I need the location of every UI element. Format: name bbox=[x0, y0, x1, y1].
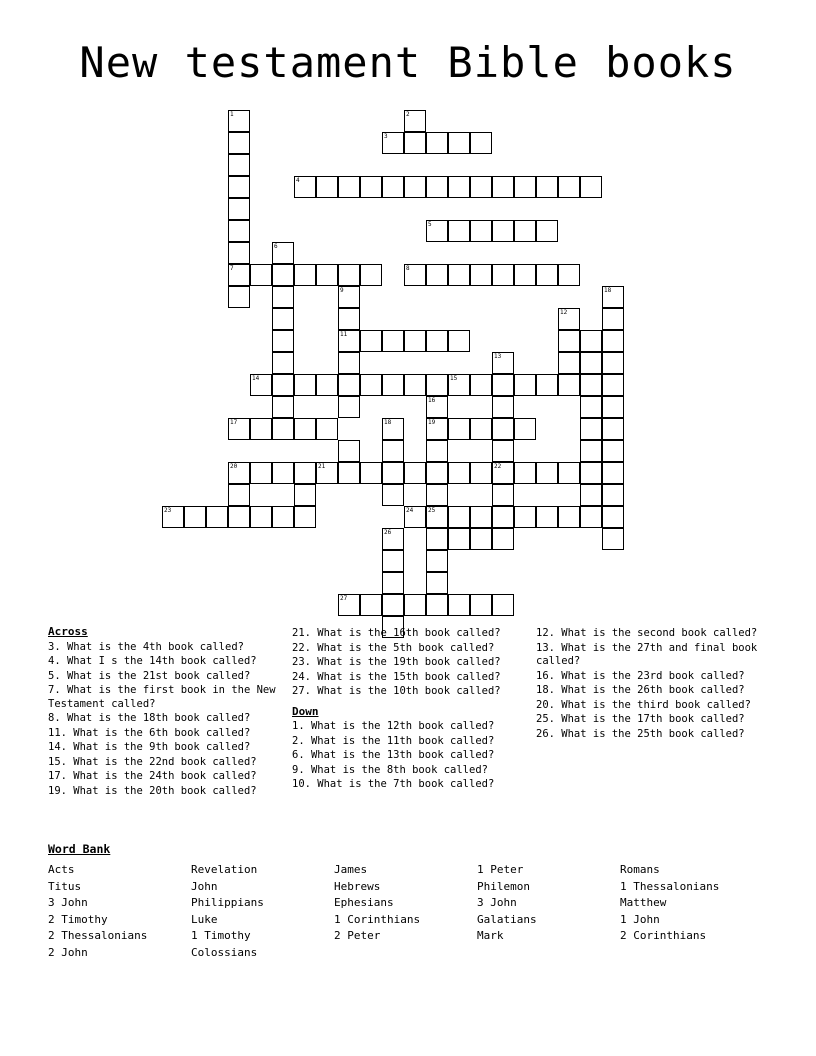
grid-cell[interactable] bbox=[360, 374, 382, 396]
word-bank-item: 1 Thessalonians bbox=[620, 879, 720, 893]
word-bank-item: Luke bbox=[191, 912, 218, 926]
clue-across-3: 3. What is the 4th book called? bbox=[48, 640, 244, 653]
clue-across-5: 5. What is the 21st book called? bbox=[48, 669, 251, 682]
grid-cell[interactable] bbox=[426, 550, 448, 572]
grid-cell[interactable] bbox=[426, 572, 448, 594]
word-bank-item: Mark bbox=[477, 929, 504, 942]
clue-column-2 bbox=[292, 627, 532, 793]
clue-down-26: 26. What is the 25th book called? bbox=[536, 727, 745, 740]
grid-cell[interactable] bbox=[426, 440, 448, 462]
grid-cell[interactable] bbox=[228, 110, 250, 132]
grid-cell-number: 15 bbox=[450, 375, 458, 382]
grid-cell[interactable] bbox=[580, 330, 602, 352]
grid-cell[interactable] bbox=[316, 418, 338, 440]
grid-cell[interactable] bbox=[228, 506, 250, 528]
clue-down-2: 2. What is the 11th book called? bbox=[292, 734, 495, 747]
grid-cell-number: 17 bbox=[230, 419, 238, 426]
clue-across-11: 11. What is the 6th book called? bbox=[48, 726, 251, 739]
word-bank-column bbox=[191, 862, 334, 961]
grid-cell[interactable] bbox=[272, 308, 294, 330]
grid-cell-number: 3 bbox=[384, 133, 388, 140]
word-bank-item: John bbox=[191, 879, 218, 893]
grid-cell[interactable] bbox=[272, 242, 294, 264]
word-bank-item: 2 Thessalonians bbox=[48, 929, 148, 942]
grid-cell[interactable] bbox=[404, 110, 426, 132]
word-bank-column bbox=[477, 862, 620, 961]
word-bank-item: Revelation bbox=[191, 863, 258, 876]
word-bank-item: 2 Corinthians bbox=[620, 929, 707, 942]
grid-cell[interactable] bbox=[558, 264, 580, 286]
grid-cell[interactable] bbox=[206, 506, 228, 528]
word-bank-item: 1 Peter bbox=[477, 863, 524, 876]
grid-cell[interactable] bbox=[448, 374, 470, 396]
grid-cell[interactable] bbox=[426, 330, 448, 352]
clue-column-3 bbox=[536, 627, 781, 742]
grid-cell[interactable] bbox=[558, 308, 580, 330]
grid-cell[interactable] bbox=[338, 374, 360, 396]
clue-down-25: 25. What is the 17th book called? bbox=[536, 713, 745, 725]
grid-cell[interactable] bbox=[602, 462, 624, 484]
grid-cell[interactable] bbox=[580, 484, 602, 506]
grid-cell[interactable] bbox=[272, 418, 294, 440]
word-bank-column bbox=[48, 862, 191, 961]
grid-cell[interactable] bbox=[404, 506, 426, 528]
grid-cell[interactable] bbox=[492, 220, 514, 242]
grid-cell[interactable] bbox=[514, 220, 536, 242]
grid-cell[interactable] bbox=[514, 264, 536, 286]
grid-cell[interactable] bbox=[492, 484, 514, 506]
clue-down-18: 18. What is the 26th book called? bbox=[536, 684, 745, 696]
grid-cell[interactable] bbox=[272, 506, 294, 528]
clue-across-23: 23. What is the 19th book called? bbox=[292, 656, 501, 668]
word-bank-item: 1 Timothy bbox=[191, 929, 251, 942]
grid-cell[interactable] bbox=[228, 418, 250, 440]
grid-cell[interactable] bbox=[338, 594, 360, 616]
grid-cell[interactable] bbox=[382, 484, 404, 506]
word-bank-item: Philippians bbox=[191, 896, 264, 909]
grid-cell[interactable] bbox=[602, 330, 624, 352]
grid-cell[interactable] bbox=[272, 330, 294, 352]
grid-cell[interactable] bbox=[448, 418, 470, 440]
grid-cell[interactable] bbox=[382, 572, 404, 594]
grid-cell[interactable] bbox=[228, 462, 250, 484]
grid-cell-number: 4 bbox=[296, 177, 300, 184]
grid-cell[interactable] bbox=[448, 594, 470, 616]
grid-cell[interactable] bbox=[338, 264, 360, 286]
grid-cell[interactable] bbox=[228, 198, 250, 220]
word-bank-item: Colossians bbox=[191, 945, 258, 959]
grid-cell[interactable] bbox=[470, 176, 492, 198]
grid-cell[interactable] bbox=[426, 374, 448, 396]
word-bank-item: 3 John bbox=[48, 896, 88, 909]
grid-cell[interactable] bbox=[426, 264, 448, 286]
word-bank-item: 2 John bbox=[48, 945, 88, 959]
grid-cell[interactable] bbox=[228, 154, 250, 176]
grid-cell[interactable] bbox=[404, 330, 426, 352]
clue-across-15: 15. What is the 22nd book called? bbox=[48, 755, 257, 768]
grid-cell[interactable] bbox=[228, 264, 250, 286]
grid-cell[interactable] bbox=[558, 176, 580, 198]
grid-cell-number: 27 bbox=[340, 595, 348, 602]
grid-cell-number: 26 bbox=[384, 529, 392, 536]
grid-cell[interactable] bbox=[250, 462, 272, 484]
grid-cell[interactable] bbox=[294, 462, 316, 484]
grid-cell[interactable] bbox=[426, 396, 448, 418]
grid-cell[interactable] bbox=[382, 550, 404, 572]
clue-down-20: 20. What is the third book called? bbox=[536, 698, 751, 711]
grid-cell[interactable] bbox=[338, 396, 360, 418]
grid-cell[interactable] bbox=[294, 506, 316, 528]
grid-cell-number: 6 bbox=[274, 243, 278, 250]
clue-down-6: 6. What is the 13th book called? bbox=[292, 749, 495, 761]
grid-cell[interactable] bbox=[448, 176, 470, 198]
grid-cell[interactable] bbox=[272, 352, 294, 374]
grid-cell[interactable] bbox=[162, 506, 184, 528]
clue-across-8: 8. What is the 18th book called? bbox=[48, 712, 251, 724]
grid-cell[interactable] bbox=[470, 462, 492, 484]
grid-cell[interactable] bbox=[382, 176, 404, 198]
word-bank-item: James bbox=[334, 863, 368, 876]
grid-cell[interactable] bbox=[580, 176, 602, 198]
grid-cell[interactable] bbox=[514, 374, 536, 396]
grid-cell[interactable] bbox=[448, 330, 470, 352]
crossword-grid bbox=[0, 105, 816, 625]
grid-cell[interactable] bbox=[492, 594, 514, 616]
grid-cell[interactable] bbox=[492, 374, 514, 396]
grid-cell-number: 19 bbox=[428, 419, 436, 426]
grid-cell[interactable] bbox=[558, 374, 580, 396]
grid-cell[interactable] bbox=[250, 374, 272, 396]
grid-cell[interactable] bbox=[602, 396, 624, 418]
grid-cell-number: 16 bbox=[428, 397, 436, 404]
grid-cell[interactable] bbox=[580, 506, 602, 528]
grid-cell[interactable] bbox=[316, 264, 338, 286]
grid-cell[interactable] bbox=[602, 308, 624, 330]
grid-cell[interactable] bbox=[316, 462, 338, 484]
grid-cell[interactable] bbox=[558, 330, 580, 352]
word-bank-column bbox=[620, 862, 763, 961]
word-bank-item: 1 Corinthians bbox=[334, 912, 421, 926]
grid-cell[interactable] bbox=[360, 176, 382, 198]
grid-cell[interactable] bbox=[228, 286, 250, 308]
word-bank bbox=[48, 842, 788, 961]
page-title: New testament Bible books bbox=[79, 38, 737, 87]
grid-cell[interactable] bbox=[602, 484, 624, 506]
grid-cell[interactable] bbox=[492, 440, 514, 462]
word-bank-item: Romans bbox=[620, 863, 660, 876]
grid-cell[interactable] bbox=[536, 220, 558, 242]
clue-across-14: 14. What is the 9th book called? bbox=[48, 741, 251, 753]
grid-cell[interactable] bbox=[382, 374, 404, 396]
grid-cell[interactable] bbox=[426, 220, 448, 242]
grid-cell[interactable] bbox=[470, 506, 492, 528]
grid-cell-number: 12 bbox=[560, 309, 568, 316]
clue-across-22: 22. What is the 5th book called? bbox=[292, 641, 495, 654]
word-bank-item: Matthew bbox=[620, 896, 667, 909]
grid-cell[interactable] bbox=[404, 264, 426, 286]
word-bank-column bbox=[334, 862, 477, 961]
clue-down-10: 10. What is the 7th book called? bbox=[292, 778, 495, 790]
grid-cell[interactable] bbox=[492, 176, 514, 198]
grid-cell[interactable] bbox=[602, 286, 624, 308]
grid-cell[interactable] bbox=[294, 484, 316, 506]
grid-cell[interactable] bbox=[294, 374, 316, 396]
clue-column-1 bbox=[48, 625, 288, 799]
grid-cell[interactable] bbox=[338, 440, 360, 462]
grid-cell-number: 11 bbox=[340, 331, 348, 338]
grid-cell[interactable] bbox=[514, 418, 536, 440]
grid-cell[interactable] bbox=[228, 132, 250, 154]
grid-cell[interactable] bbox=[250, 506, 272, 528]
grid-cell[interactable] bbox=[360, 264, 382, 286]
across-heading: Across bbox=[48, 625, 88, 638]
grid-cell[interactable] bbox=[580, 418, 602, 440]
word-bank-item: Hebrews bbox=[334, 879, 381, 893]
grid-cell[interactable] bbox=[404, 594, 426, 616]
grid-cell-number: 18 bbox=[384, 419, 392, 426]
word-bank-item: 2 Peter bbox=[334, 929, 381, 942]
grid-cell-number: 20 bbox=[230, 463, 238, 470]
grid-cell-number: 1 bbox=[230, 111, 234, 118]
clue-across-21: 21. What is the 16th book called? bbox=[292, 627, 501, 639]
clue-across-19: 19. What is the 20th book called? bbox=[48, 784, 257, 797]
grid-cell[interactable] bbox=[602, 374, 624, 396]
grid-cell[interactable] bbox=[294, 418, 316, 440]
grid-cell[interactable] bbox=[294, 264, 316, 286]
clue-down-9: 9. What is the 8th book called? bbox=[292, 763, 488, 776]
grid-cell-number: 5 bbox=[428, 221, 432, 228]
grid-cell-number: 21 bbox=[318, 463, 326, 470]
grid-cell[interactable] bbox=[536, 374, 558, 396]
grid-cell[interactable] bbox=[404, 176, 426, 198]
grid-cell[interactable] bbox=[470, 220, 492, 242]
grid-cell[interactable] bbox=[338, 308, 360, 330]
grid-cell[interactable] bbox=[228, 220, 250, 242]
word-bank-columns bbox=[48, 862, 788, 961]
grid-cell[interactable] bbox=[536, 462, 558, 484]
grid-cell[interactable] bbox=[338, 176, 360, 198]
grid-cell[interactable] bbox=[272, 264, 294, 286]
word-bank-item: 2 Timothy bbox=[48, 912, 108, 926]
clue-down-12: 12. What is the second book called? bbox=[536, 627, 758, 639]
grid-cell[interactable] bbox=[228, 242, 250, 264]
grid-cell[interactable] bbox=[580, 440, 602, 462]
word-bank-item: Ephesians bbox=[334, 896, 394, 909]
grid-cell[interactable] bbox=[426, 176, 448, 198]
grid-cell[interactable] bbox=[360, 330, 382, 352]
grid-cell[interactable] bbox=[580, 462, 602, 484]
grid-cell[interactable] bbox=[448, 220, 470, 242]
clues-section bbox=[0, 625, 816, 825]
grid-cell[interactable] bbox=[470, 132, 492, 154]
grid-cell[interactable] bbox=[536, 264, 558, 286]
grid-cell[interactable] bbox=[536, 506, 558, 528]
grid-cell[interactable] bbox=[404, 374, 426, 396]
clue-across-4: 4. What I s the 14th book called? bbox=[48, 655, 257, 667]
grid-cell[interactable] bbox=[558, 352, 580, 374]
grid-cell[interactable] bbox=[470, 594, 492, 616]
grid-cell[interactable] bbox=[316, 176, 338, 198]
word-bank-item: 1 John bbox=[620, 912, 660, 926]
grid-cell[interactable] bbox=[492, 396, 514, 418]
grid-cell-number: 18 bbox=[604, 287, 612, 294]
grid-cell[interactable] bbox=[514, 462, 536, 484]
grid-cell[interactable] bbox=[426, 506, 448, 528]
grid-cell-number: 25 bbox=[428, 507, 436, 514]
grid-cell[interactable] bbox=[382, 462, 404, 484]
grid-cell[interactable] bbox=[448, 462, 470, 484]
grid-cell[interactable] bbox=[602, 528, 624, 550]
grid-cell[interactable] bbox=[228, 176, 250, 198]
grid-cell[interactable] bbox=[470, 374, 492, 396]
grid-cell[interactable] bbox=[184, 506, 206, 528]
grid-cell[interactable] bbox=[602, 506, 624, 528]
grid-cell[interactable] bbox=[338, 352, 360, 374]
grid-cell[interactable] bbox=[448, 132, 470, 154]
grid-cell[interactable] bbox=[492, 264, 514, 286]
grid-cell[interactable] bbox=[448, 528, 470, 550]
grid-cell[interactable] bbox=[404, 462, 426, 484]
clue-down-1: 1. What is the 12th book called? bbox=[292, 720, 495, 732]
grid-cell-number: 7 bbox=[230, 265, 234, 272]
grid-cell[interactable] bbox=[602, 352, 624, 374]
grid-cell[interactable] bbox=[602, 440, 624, 462]
down-heading: Down bbox=[292, 704, 319, 718]
grid-cell-number: 22 bbox=[494, 463, 502, 470]
grid-cell[interactable] bbox=[558, 506, 580, 528]
grid-cell[interactable] bbox=[580, 396, 602, 418]
grid-cell[interactable] bbox=[272, 286, 294, 308]
grid-cell[interactable] bbox=[338, 330, 360, 352]
grid-cell[interactable] bbox=[382, 440, 404, 462]
grid-cell[interactable] bbox=[272, 374, 294, 396]
grid-cell-number: 9 bbox=[340, 287, 344, 294]
grid-cell[interactable] bbox=[382, 132, 404, 154]
grid-cell[interactable] bbox=[294, 176, 316, 198]
grid-cell[interactable] bbox=[580, 352, 602, 374]
clue-across-24: 24. What is the 15th book called? bbox=[292, 670, 501, 683]
grid-cell[interactable] bbox=[514, 506, 536, 528]
grid-cell[interactable] bbox=[602, 418, 624, 440]
grid-cell[interactable] bbox=[492, 352, 514, 374]
grid-cell[interactable] bbox=[426, 484, 448, 506]
grid-cell[interactable] bbox=[470, 418, 492, 440]
word-bank-heading: Word Bank bbox=[48, 842, 111, 856]
grid-cell[interactable] bbox=[426, 418, 448, 440]
word-bank-item: Philemon bbox=[477, 879, 530, 893]
grid-cell-number: 13 bbox=[494, 353, 502, 360]
word-bank-item: Acts bbox=[48, 863, 75, 876]
grid-cell-number: 14 bbox=[252, 375, 260, 382]
grid-cell[interactable] bbox=[492, 506, 514, 528]
grid-cell[interactable] bbox=[272, 396, 294, 418]
word-bank-item: Titus bbox=[48, 879, 82, 893]
grid-cell[interactable] bbox=[426, 594, 448, 616]
grid-cell[interactable] bbox=[426, 528, 448, 550]
grid-cell[interactable] bbox=[448, 506, 470, 528]
grid-cell-number: 8 bbox=[406, 265, 410, 272]
grid-cell[interactable] bbox=[250, 264, 272, 286]
word-bank-item: 3 John bbox=[477, 896, 517, 909]
grid-cell[interactable] bbox=[382, 528, 404, 550]
grid-cell[interactable] bbox=[382, 418, 404, 440]
grid-cell[interactable] bbox=[316, 374, 338, 396]
clue-down-16: 16. What is the 23rd book called? bbox=[536, 669, 745, 682]
grid-cell[interactable] bbox=[338, 286, 360, 308]
clue-across-7: 7. What is the first book in the New Testament called? bbox=[48, 684, 276, 710]
grid-cell[interactable] bbox=[514, 176, 536, 198]
clue-across-27: 27. What is the 10th book called? bbox=[292, 685, 501, 697]
grid-cell[interactable] bbox=[360, 594, 382, 616]
grid-cell[interactable] bbox=[272, 462, 294, 484]
grid-cell[interactable] bbox=[470, 528, 492, 550]
grid-cell[interactable] bbox=[228, 484, 250, 506]
grid-cell[interactable] bbox=[492, 528, 514, 550]
grid-cell[interactable] bbox=[492, 462, 514, 484]
grid-cell[interactable] bbox=[536, 176, 558, 198]
grid-cell[interactable] bbox=[382, 594, 404, 616]
grid-cell[interactable] bbox=[426, 462, 448, 484]
grid-cell-number: 24 bbox=[406, 507, 414, 514]
clue-down-13: 13. What is the 27th and final book called? bbox=[536, 641, 758, 667]
grid-cell[interactable] bbox=[382, 330, 404, 352]
grid-cell-number: 2 bbox=[406, 111, 410, 118]
grid-cell[interactable] bbox=[426, 132, 448, 154]
grid-cell[interactable] bbox=[360, 462, 382, 484]
grid-cell[interactable] bbox=[448, 264, 470, 286]
grid-cell[interactable] bbox=[580, 374, 602, 396]
grid-cell[interactable] bbox=[558, 462, 580, 484]
clue-across-17: 17. What is the 24th book called? bbox=[48, 770, 257, 782]
grid-cell[interactable] bbox=[338, 462, 360, 484]
grid-cell[interactable] bbox=[404, 132, 426, 154]
grid-cell-number: 23 bbox=[164, 507, 172, 514]
word-bank-item: Galatians bbox=[477, 912, 537, 926]
grid-cell[interactable] bbox=[492, 418, 514, 440]
grid-cell[interactable] bbox=[470, 264, 492, 286]
grid-cell[interactable] bbox=[250, 418, 272, 440]
